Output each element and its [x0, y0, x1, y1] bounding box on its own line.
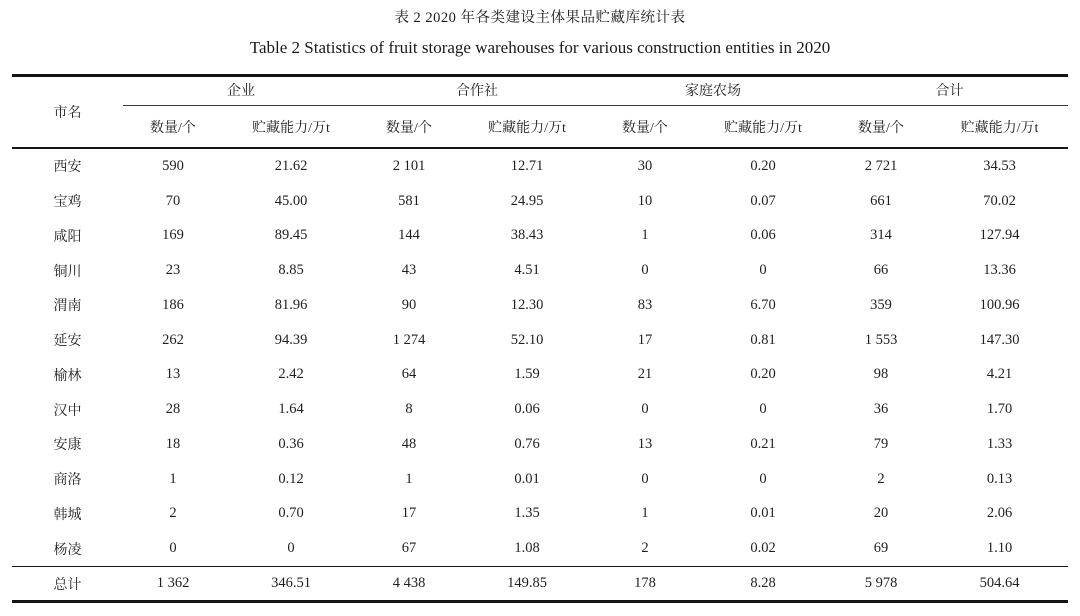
cell-value: 24.95: [510, 192, 544, 209]
cell-value: 0: [169, 540, 177, 557]
cell-value: 1.70: [986, 401, 1013, 418]
cell-value: 4.51: [514, 262, 540, 279]
cell-value: 8.28: [750, 575, 776, 591]
table-row: [12, 358, 1068, 393]
table-row: [12, 392, 1068, 427]
cell-value: 2 721: [864, 157, 898, 174]
group-header-row: [123, 77, 1068, 106]
statistics-table: [12, 74, 1068, 603]
cell-value: 0.07: [750, 192, 776, 209]
cell-value: 94.39: [274, 331, 308, 348]
cell-city: 汉中: [53, 403, 82, 419]
cell-city: 咸阳: [53, 229, 82, 245]
sub-header-capacity: 贮藏能力/万t: [724, 120, 802, 136]
cell-value: 98: [873, 366, 889, 383]
cell-value: 5 978: [864, 575, 898, 591]
cell-value: 0.70: [278, 505, 304, 522]
cell-value: 0.81: [750, 331, 776, 348]
table-body: [12, 149, 1068, 600]
cell-value: 36: [873, 401, 889, 418]
cell-value: 127.94: [979, 227, 1020, 244]
table-row: [12, 184, 1068, 219]
table-caption-zh: 表 2 2020 年各类建设主体果品贮藏库统计表: [394, 10, 686, 26]
cell-value: 13: [637, 435, 653, 452]
cell-value: 89.45: [274, 227, 308, 244]
sub-header-capacity: 贮藏能力/万t: [488, 120, 566, 136]
table-header: [12, 77, 1068, 149]
cell-city: 总计: [53, 577, 82, 593]
cell-value: 504.64: [979, 575, 1020, 591]
cell-value: 0: [759, 470, 767, 487]
sub-header-capacity: 贮藏能力/万t: [960, 120, 1039, 136]
table-header-right: [123, 77, 1068, 147]
sub-header-row: [123, 106, 1068, 147]
cell-value: 2: [641, 540, 649, 557]
table-row: [12, 219, 1068, 254]
cell-value: 17: [401, 505, 417, 522]
table-row: [12, 253, 1068, 288]
cell-value: 1.33: [986, 435, 1013, 452]
cell-value: 81.96: [274, 296, 308, 313]
cell-city: 安康: [53, 438, 82, 454]
cell-value: 0: [641, 401, 649, 418]
cell-value: 0.01: [750, 505, 776, 522]
cell-value: 52.10: [510, 331, 544, 348]
cell-value: 45.00: [274, 192, 308, 209]
cell-value: 1.35: [514, 505, 540, 522]
cell-value: 1: [641, 227, 649, 244]
table-row: [12, 288, 1068, 323]
cell-value: 69: [873, 540, 889, 557]
cell-value: 1: [169, 470, 177, 487]
cell-value: 8: [405, 401, 413, 418]
cell-value: 0.20: [750, 366, 776, 383]
cell-value: 178: [634, 575, 656, 591]
cell-value: 1.59: [514, 366, 540, 383]
cell-value: 79: [873, 435, 889, 452]
cell-city: 延安: [53, 334, 82, 350]
cell-value: 8.85: [278, 262, 304, 279]
sub-header-count: 数量/个: [386, 120, 432, 136]
cell-value: 17: [637, 331, 653, 348]
cell-value: 70: [165, 192, 181, 209]
cell-value: 21: [637, 366, 653, 383]
cell-value: 2.42: [278, 366, 304, 383]
cell-value: 30: [637, 157, 653, 174]
cell-value: 2.06: [986, 505, 1013, 522]
cell-value: 90: [401, 296, 417, 313]
cell-value: 13.36: [983, 262, 1016, 279]
cell-value: 1: [641, 505, 649, 522]
cell-value: 4 438: [392, 575, 426, 591]
cell-value: 262: [162, 331, 184, 348]
cell-value: 144: [398, 227, 420, 244]
cell-value: 23: [165, 262, 181, 279]
cell-value: 64: [401, 366, 417, 383]
cell-value: 147.30: [979, 331, 1020, 348]
cell-city: 渭南: [53, 299, 82, 315]
cell-value: 0.20: [750, 157, 776, 174]
cell-value: 20: [873, 505, 889, 522]
cell-value: 48: [401, 435, 417, 452]
cell-city: 西安: [53, 160, 82, 176]
cell-value: 0.36: [278, 435, 304, 452]
cell-value: 10: [637, 192, 653, 209]
cell-city: 铜川: [53, 264, 82, 280]
cell-value: 1 362: [156, 575, 190, 591]
cell-value: 314: [870, 227, 892, 244]
cell-value: 0: [287, 540, 295, 557]
table-row: [12, 323, 1068, 358]
cell-city: 杨凌: [53, 542, 82, 558]
cell-value: 13: [165, 366, 181, 383]
group-header: 合作社: [456, 84, 498, 99]
cell-value: 359: [870, 296, 892, 313]
cell-value: 169: [162, 227, 184, 244]
cell-value: 0: [641, 262, 649, 279]
cell-value: 66: [873, 262, 889, 279]
cell-value: 67: [401, 540, 417, 557]
cell-value: 186: [162, 296, 184, 313]
cell-value: 1.64: [278, 401, 304, 418]
cell-value: 28: [165, 401, 181, 418]
cell-value: 1.08: [514, 540, 540, 557]
cell-value: 0.06: [514, 401, 540, 418]
cell-value: 0: [641, 470, 649, 487]
cell-value: 2 101: [392, 157, 426, 174]
total-row: [12, 566, 1068, 600]
table-row: [12, 462, 1068, 497]
cell-city: 商洛: [53, 473, 82, 489]
cell-value: 2: [877, 470, 885, 487]
cell-value: 12.30: [510, 296, 544, 313]
table-row: [12, 149, 1068, 184]
cell-value: 1 553: [864, 331, 898, 348]
group-header: 合计: [935, 84, 964, 99]
cell-value: 18: [165, 435, 181, 452]
cell-value: 0: [759, 401, 767, 418]
cell-value: 0.12: [278, 470, 304, 487]
cell-value: 100.96: [979, 296, 1020, 313]
cell-value: 12.71: [510, 157, 544, 174]
sub-header-capacity: 贮藏能力/万t: [252, 120, 330, 136]
group-header: 家庭农场: [685, 84, 741, 99]
sub-header-count: 数量/个: [858, 120, 904, 136]
cell-value: 149.85: [507, 575, 547, 591]
cell-value: 581: [398, 192, 420, 209]
sub-header-count: 数量/个: [150, 120, 196, 136]
cell-value: 0.76: [514, 435, 540, 452]
table-caption-en: Table 2 Statistics of fruit storage warehouses for various construction entities in 2020: [249, 38, 831, 57]
col-header-city: 市名: [53, 106, 82, 121]
cell-value: 661: [870, 192, 892, 209]
cell-value: 34.53: [983, 157, 1016, 174]
cell-value: 0.06: [750, 227, 776, 244]
cell-value: 1 274: [392, 331, 426, 348]
cell-value: 346.51: [271, 575, 311, 591]
cell-value: 43: [401, 262, 417, 279]
table-row: [12, 427, 1068, 462]
cell-value: 590: [162, 157, 184, 174]
cell-city: 榆林: [53, 368, 82, 384]
cell-value: 0.21: [750, 435, 776, 452]
cell-value: 0.13: [986, 470, 1013, 487]
cell-value: 6.70: [750, 296, 776, 313]
cell-value: 0: [759, 262, 767, 279]
cell-value: 70.02: [983, 192, 1016, 209]
cell-city: 宝鸡: [53, 195, 82, 211]
cell-value: 21.62: [274, 157, 308, 174]
cell-value: 0.01: [514, 470, 540, 487]
group-header: 企业: [227, 84, 255, 99]
table-row: [12, 531, 1068, 566]
cell-value: 0.02: [750, 540, 776, 557]
cell-value: 4.21: [986, 366, 1013, 383]
cell-value: 2: [169, 505, 177, 522]
cell-value: 83: [637, 296, 653, 313]
table-row: [12, 497, 1068, 532]
cell-value: 1.10: [986, 540, 1013, 557]
cell-value: 1: [405, 470, 413, 487]
sub-header-count: 数量/个: [622, 120, 668, 136]
cell-value: 38.43: [510, 227, 544, 244]
cell-city: 韩城: [53, 507, 82, 523]
